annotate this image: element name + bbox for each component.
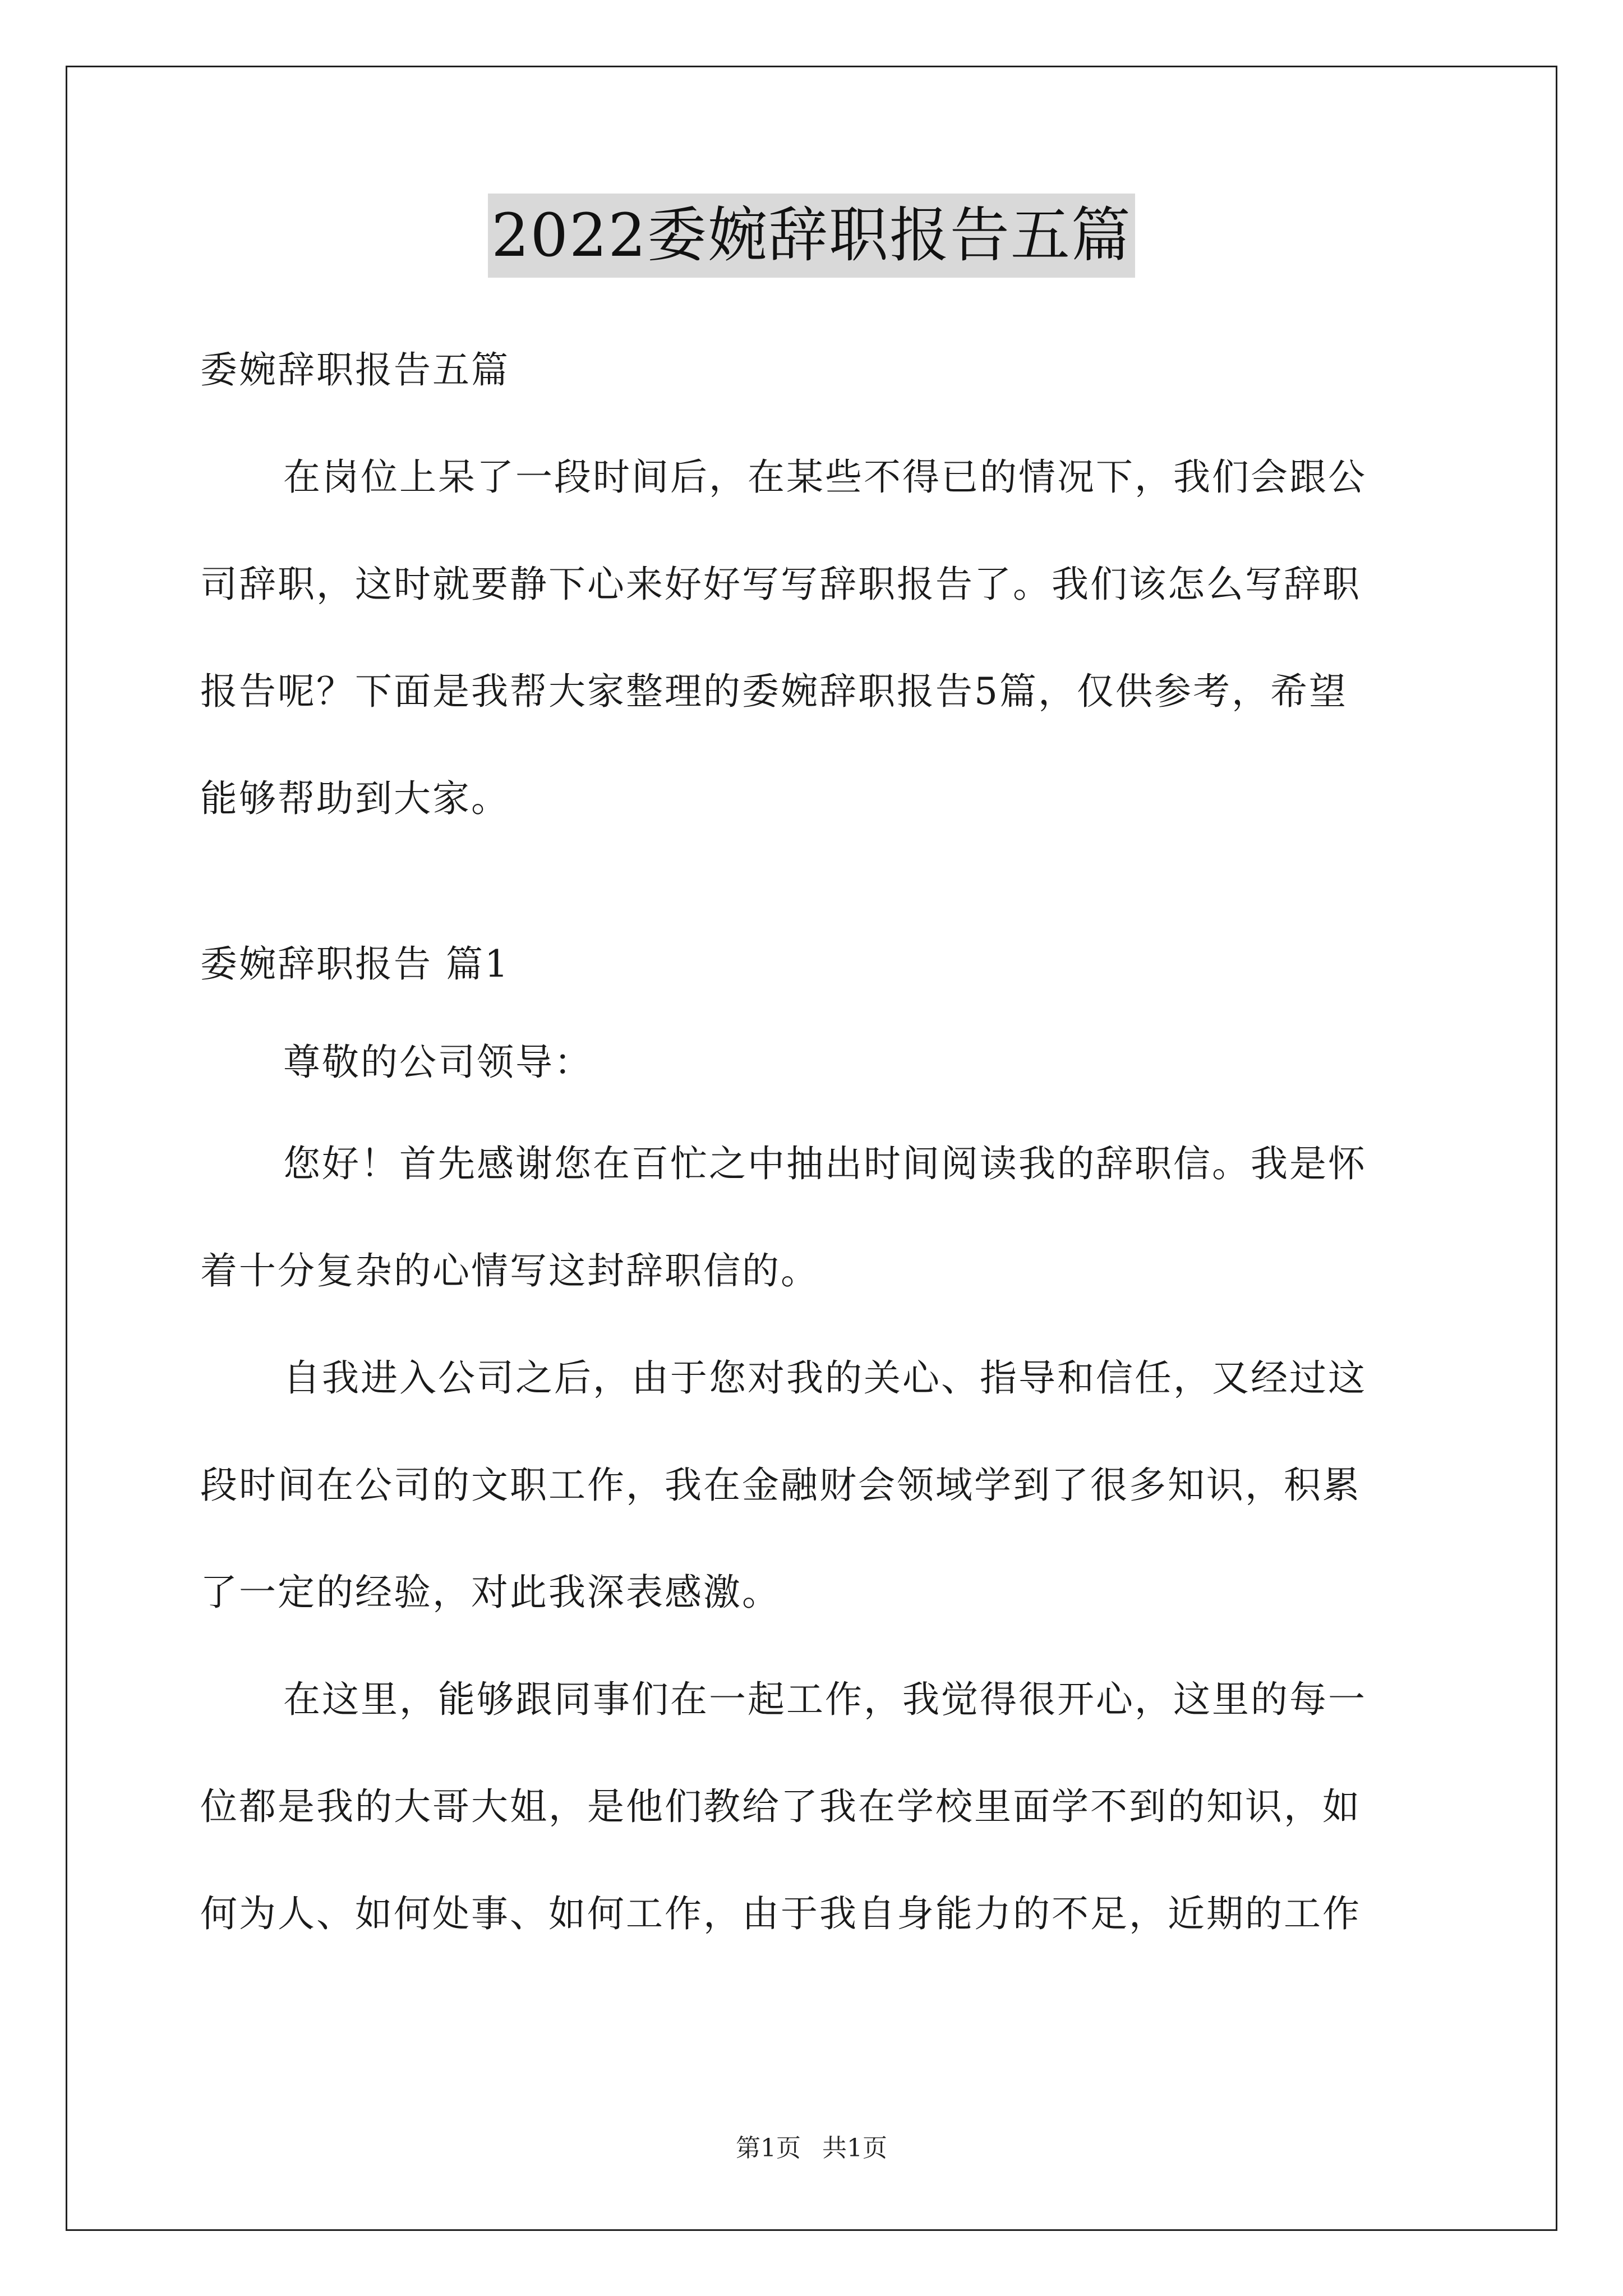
paragraph-1: [200, 1110, 1428, 1324]
intro-line: 能够帮助到大家。: [200, 777, 510, 820]
paragraph-line: 在这里，能够跟同事们在一起工作，我觉得很开心，这里的每一: [283, 1678, 1367, 1721]
page-number: 第1页: [736, 2134, 801, 2162]
intro-paragraph: [200, 424, 1428, 852]
paragraph-line: 自我进入公司之后，由于您对我的关心、指导和信任，又经过这: [283, 1356, 1367, 1400]
salutation: 尊敬的公司领导：: [283, 1041, 593, 1084]
paragraph-line: 段时间在公司的文职工作，我在金融财会领域学到了很多知识，积累: [200, 1464, 1361, 1507]
paragraph-line: 着十分复杂的心情写这封辞职信的。: [200, 1249, 819, 1292]
intro-line: 报告呢？下面是我帮大家整理的委婉辞职报告5篇，仅供参考，希望: [200, 670, 1348, 713]
intro-line: 司辞职，这时就要静下心来好好写写辞职报告了。我们该怎么写辞职: [200, 563, 1361, 606]
section-heading: 委婉辞职报告 篇1: [200, 942, 510, 986]
paragraph-line: 了一定的经验，对此我深表感激。: [200, 1571, 781, 1614]
paragraph-line: 何为人、如何处事、如何工作，由于我自身能力的不足，近期的工作: [200, 1892, 1361, 1935]
page-footer: [0, 2132, 1623, 2165]
intro-line: 在岗位上呆了一段时间后，在某些不得已的情况下，我们会跟公: [283, 455, 1367, 499]
paragraph-line: 您好！首先感谢您在百忙之中抽出时间阅读我的辞职信。我是怀: [283, 1142, 1367, 1185]
document-heading: 委婉辞职报告五篇: [200, 348, 510, 392]
page-total: 共1页: [822, 2134, 887, 2162]
document-title: 2022委婉辞职报告五篇: [488, 194, 1135, 278]
title-container: [0, 194, 1623, 278]
paragraph-line: 位都是我的大哥大姐，是他们教给了我在学校里面学不到的知识，如: [200, 1785, 1361, 1828]
paragraph-2: [200, 1324, 1428, 1646]
document-body: [200, 342, 1428, 1967]
paragraph-3: [200, 1646, 1428, 1967]
